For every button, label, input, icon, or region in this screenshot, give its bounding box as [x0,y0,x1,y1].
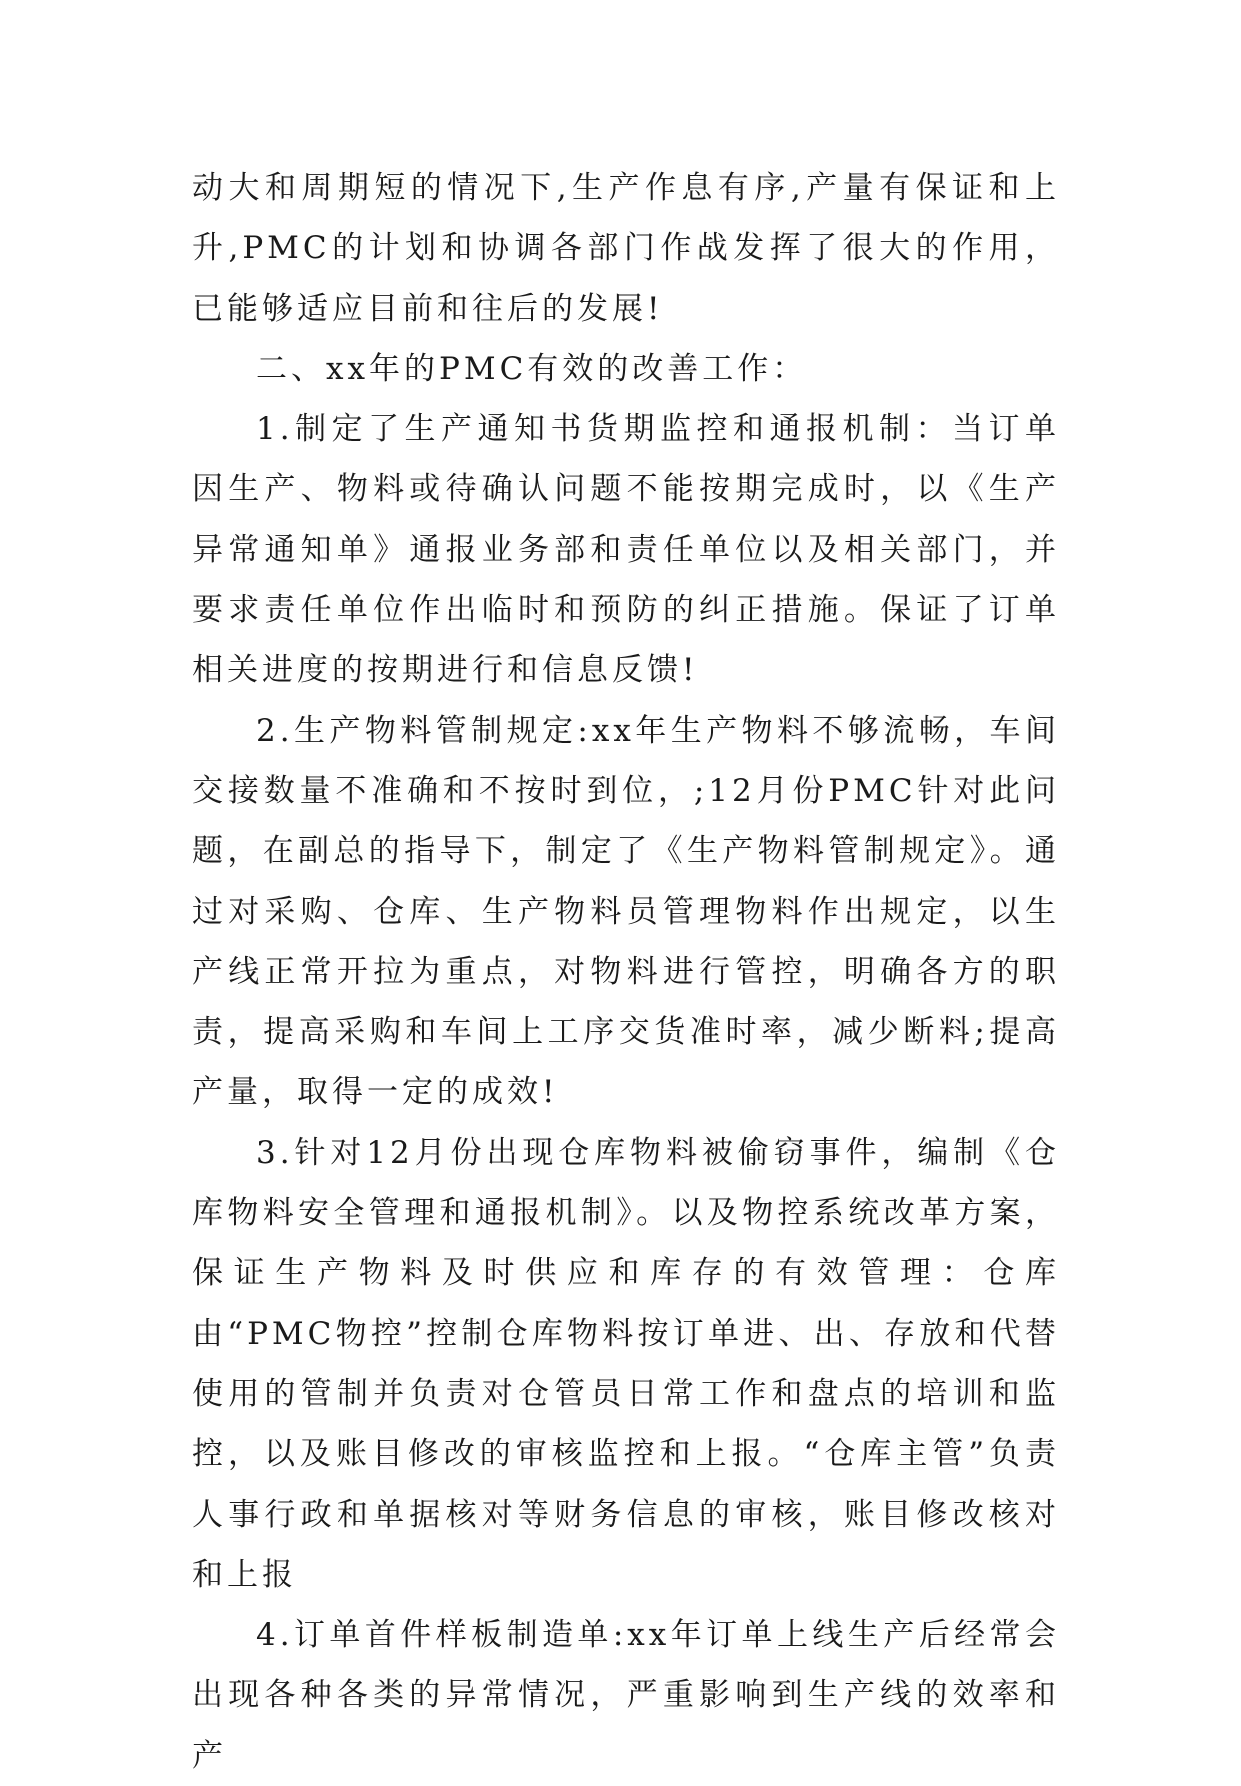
document-body [192,158,1060,1786]
paragraph-continuation: 动大和周期短的情况下,生产作息有序,产量有保证和上升,PMC的计划和协调各部门作战发挥了很大的作用，已能够适应目前和往后的发展! [192,170,1060,327]
paragraph-item-4: 4.订单首件样板制造单:xx年订单上线生产后经常会出现各种各类的异常情况，严重影响到生产线的效率和产 [192,1617,1060,1774]
paragraph-item-3: 3.针对12月份出现仓库物料被偷窃事件，编制《仓库物料安全管理和通报机制》。以及物控系统改革方案，保证生产物料及时供应和库存的有效管理：仓库由“PMC物控”控制仓库物料按订单进、出、存放和代替使用的管制并负责对仓管员日常工作和盘点的培训和监控，以及账目修改的审核监控和上报。“仓库主管”负责人事行政和单据核对等财务信息的审核，账目修改核对和上报 [192,1134,1060,1593]
paragraph-item-2: 2.生产物料管制规定:xx年生产物料不够流畅，车间交接数量不准确和不按时到位，;12月份PMC针对此问题，在副总的指导下，制定了《生产物料管制规定》。通过对采购、仓库、生产物料员管理物料作出规定，以生产线正常开拉为重点，对物料进行管控，明确各方的职责，提高采购和车间上工序交货准时率，减少断料;提高产量，取得一定的成效! [192,712,1060,1111]
paragraph-item-1: 1.制定了生产通知书货期监控和通报机制：当订单因生产、物料或待确认问题不能按期完成时，以《生产异常通知单》通报业务部和责任单位以及相关部门，并要求责任单位作出临时和预防的纠正措施。保证了订单相关进度的按期进行和信息反馈! [192,411,1060,689]
section-heading: 二、xx年的PMC有效的改善工作： [256,350,808,387]
